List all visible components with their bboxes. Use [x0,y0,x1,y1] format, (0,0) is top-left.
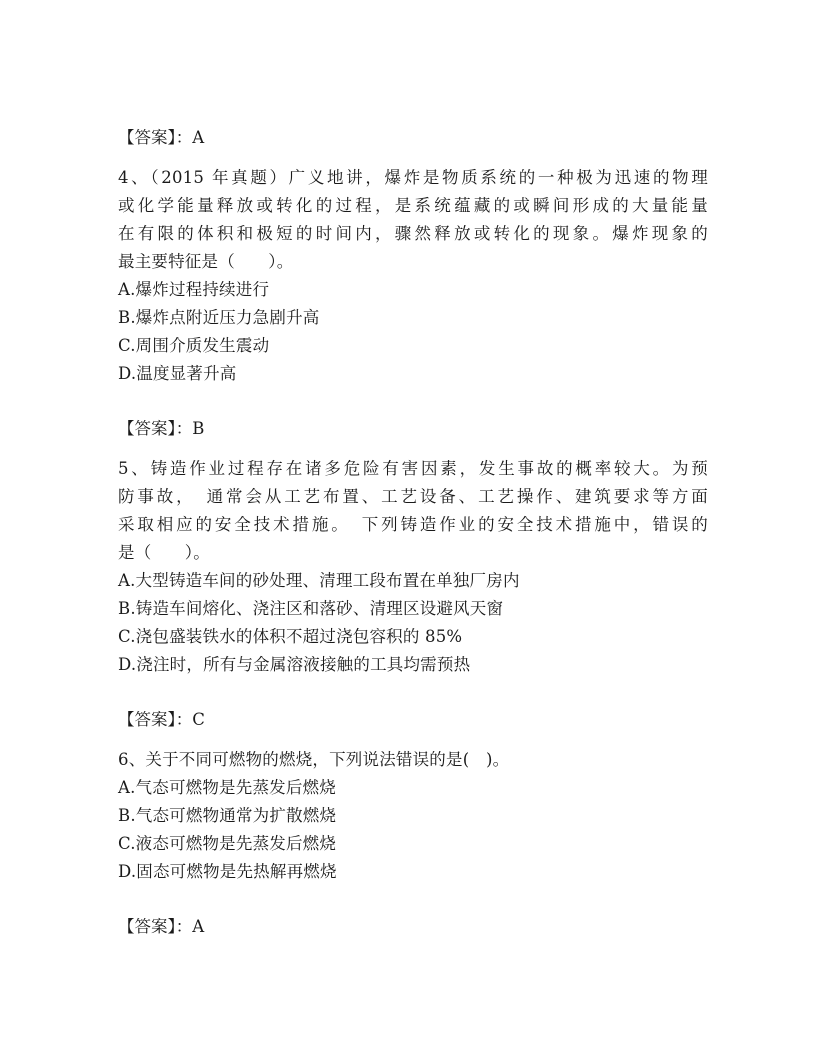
question-stem-line: 4、（2015 年真题）广义地讲，爆炸是物质系统的一种极为迅速的物理 [118,168,708,187]
answer-label: 【答案】：A [118,128,205,147]
option-c: C.液态可燃物是先蒸发后燃烧 [118,834,337,853]
option-b: B.爆炸点附近压力急剧升高 [118,308,320,327]
option-c: C.浇包盛装铁水的体积不超过浇包容积的 85% [118,627,463,646]
question-stem-line: 5、铸造作业过程存在诸多危险有害因素，发生事故的概率较大。为预 [118,459,708,478]
question-stem-line: 防事故， 通常会从工艺布置、工艺设备、工艺操作、建筑要求等方面 [118,487,708,506]
option-d: D.浇注时，所有与金属溶液接触的工具均需预热 [118,655,471,674]
option-d: D.温度显著升高 [118,364,237,383]
option-a: A.气态可燃物是先蒸发后燃烧 [118,778,336,797]
option-a: A.爆炸过程持续进行 [118,280,270,299]
option-b: B.铸造车间熔化、浇注区和落砂、清理区设避风天窗 [118,599,504,618]
question-stem-line: 6、关于不同可燃物的燃烧，下列说法错误的是( )。 [118,750,510,769]
option-b: B.气态可燃物通常为扩散燃烧 [118,806,337,825]
option-c: C.周围介质发生震动 [118,336,270,355]
option-d: D.固态可燃物是先热解再燃烧 [118,862,337,881]
question-stem-line: 采取相应的安全技术措施。 下列铸造作业的安全技术措施中，错误的 [118,515,708,534]
answer-label: 【答案】：A [118,917,205,936]
answer-label: 【答案】：C [118,710,205,729]
answer-label: 【答案】：B [118,419,205,438]
question-stem-line: 或化学能量释放或转化的过程，是系统蕴藏的或瞬间形成的大量能量 [118,196,708,215]
option-a: A.大型铸造车间的砂处理、清理工段布置在单独厂房内 [118,571,520,590]
question-stem-line: 是（ ）。 [118,543,210,562]
question-stem-line: 在有限的体积和极短的时间内，骤然释放或转化的现象。爆炸现象的 [118,224,708,243]
question-stem-line: 最主要特征是（ ）。 [118,252,294,271]
